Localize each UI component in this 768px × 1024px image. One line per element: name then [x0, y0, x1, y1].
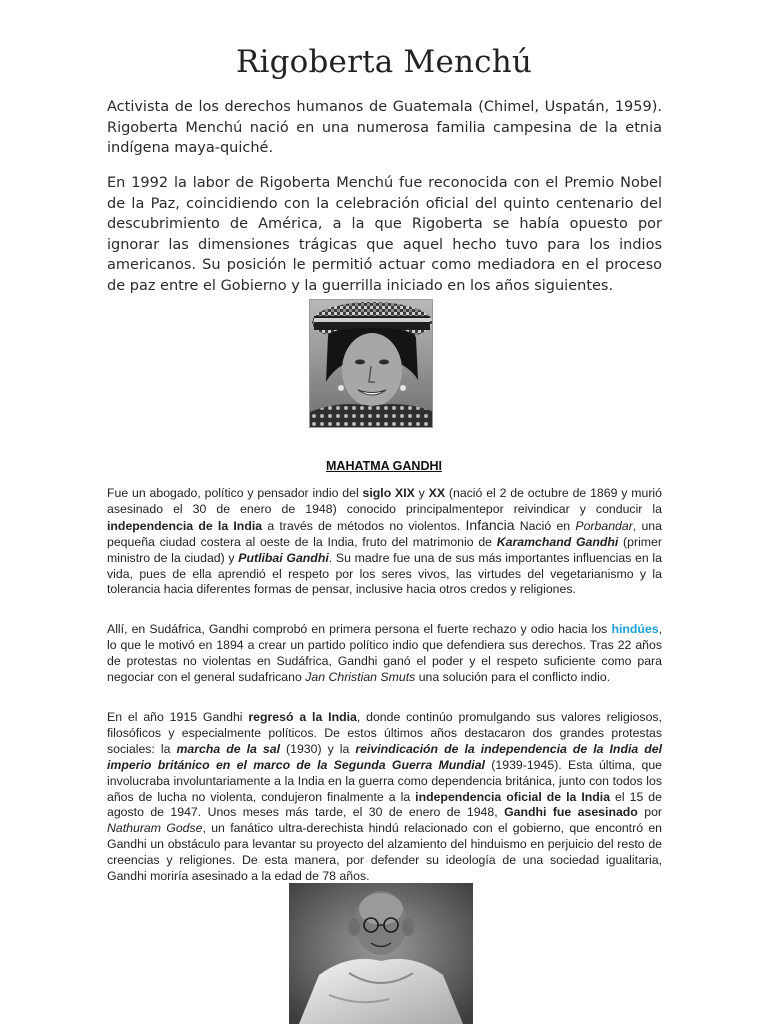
gandhi-paragraph-2 [107, 622, 662, 686]
bold-text: Gandhi fue asesinado [504, 805, 638, 820]
italic-text: Jan Christian Smuts [305, 669, 416, 684]
bold-italic-text: reivindicación de la independencia de la India del imperio británico en el marco de la Segunda Guerra Mundial [107, 741, 663, 772]
bold-text: XX [428, 486, 446, 500]
text-span: (1939-1945). Esta última, que involucraba involuntariamente a la India en la guerra como dependencia británica, junto con todos los años de lucha no violenta, condujeron finalmente a la [107, 757, 662, 804]
gandhi-heading: MAHATMA GANDHI [326, 459, 442, 473]
text-span: , un fanático ultra-derechista hindú relacionado con el gobierno, que encontró en Gandhi un obstáculo para levantar su proyecto del alzamiento del hinduismo en perjuicio del resto de creencias y religiones. De esta manera, por defender su ideología de una sociedad igualitaria, Gandhi moriría asesinado a la edad de 78 años. [107, 821, 662, 884]
hindues-link[interactable]: hindúes [611, 622, 659, 636]
gandhi-paragraph-1 [107, 486, 662, 598]
bold-text: independencia oficial de la India [415, 789, 611, 804]
text-span: , donde continúo promulgando sus valores religiosos, filosóficos y especialmente políticos. De estos últimos años destacaron dos grandes protestas sociales: la [107, 710, 662, 756]
text-span: y [414, 486, 429, 500]
text-span: Allí, en Sudáfrica, Gandhi comprobó en primera persona el fuerte rechazo y odio hacia los [107, 622, 612, 636]
bold-text: independencia de la India [107, 518, 263, 533]
text-span: (nació el 2 de octubre de 1869 y murió asesinado el 30 de enero de 1948) conocido principalmentepor reivindicar y conducir la [107, 486, 662, 516]
rigoberta-paragraph-1: Activista de los derechos humanos de Guatemala (Chimel, Uspatán, 1959). Rigoberta Menchú nació en una numerosa familia campesina de la etnia indígena maya-quiché. [107, 99, 662, 156]
italic-text: Nathuram Godse [107, 821, 203, 836]
text-span: , lo que le motivó en 1894 a crear un partido político indio que defendiera sus derechos. Tras 22 años de protestas no violentas en Sudáfrica, Gandhi ganó el poder y el respeto suficiente como para negociar con el general sudafricano [107, 622, 662, 684]
text-span: Nació en [514, 518, 576, 533]
rigoberta-paragraph-2: En 1992 la labor de Rigoberta Menchú fue reconocida con el Premio Nobel de la Paz, coincidiendo con la celebración oficial del quinto centenario del descubrimiento de América, a la que Rigoberta se había opuesto por ignorar las dimensiones trágicas que aquel hecho tuvo para los indios americanos. Su posición le permitió actuar como mediadora en el proceso de paz entre el Gobierno y la guerrilla iniciado en los años siguientes. [107, 175, 662, 294]
gandhi-photo [289, 883, 473, 1024]
page-title: Rigoberta Menchú [235, 44, 533, 80]
gandhi-paragraph-3 [107, 710, 662, 885]
rigoberta-portrait-image [310, 300, 433, 428]
text-span: , una pequeña ciudad costera al oeste de la India, fruto del matrimonio de [107, 518, 662, 549]
bold-italic-text: Putlibai Gandhi [238, 550, 329, 565]
text-span: . Su madre fue una de sus más importantes influencias en la vida, pues de ella aprendió el respeto por los seres vivos, las virtudes del vegetarianismo y la tolerancia hacia diferentes formas de pensar, inclusive hacia otros credos y religiones. [107, 550, 663, 597]
text-span: (1930) y la [280, 741, 356, 756]
text-span: (primer ministro de la ciudad) y [107, 534, 662, 565]
bold-text: regresó a la India [248, 710, 357, 724]
rigoberta-photo [309, 299, 433, 428]
gandhi-portrait-image [289, 883, 473, 1024]
text-span: Fue un abogado, político y pensador indio del [107, 486, 363, 500]
bold-text: siglo XIX [362, 486, 415, 500]
text-span: el 15 de agosto de 1947. Unos meses más tarde, el 30 de enero de 1948, [107, 789, 662, 820]
text-span: por [637, 805, 663, 820]
bold-italic-text: marcha de la sal [176, 741, 280, 756]
text-span: a través de métodos no violentos. [262, 518, 466, 533]
bold-italic-text: Karamchand Gandhi [496, 534, 619, 549]
text-span: En el año 1915 Gandhi [107, 710, 249, 724]
text-span: una solución para el conflicto indio. [415, 669, 611, 684]
subheading-infancia: Infancia [465, 516, 515, 533]
italic-text: Porbandar [575, 518, 633, 533]
